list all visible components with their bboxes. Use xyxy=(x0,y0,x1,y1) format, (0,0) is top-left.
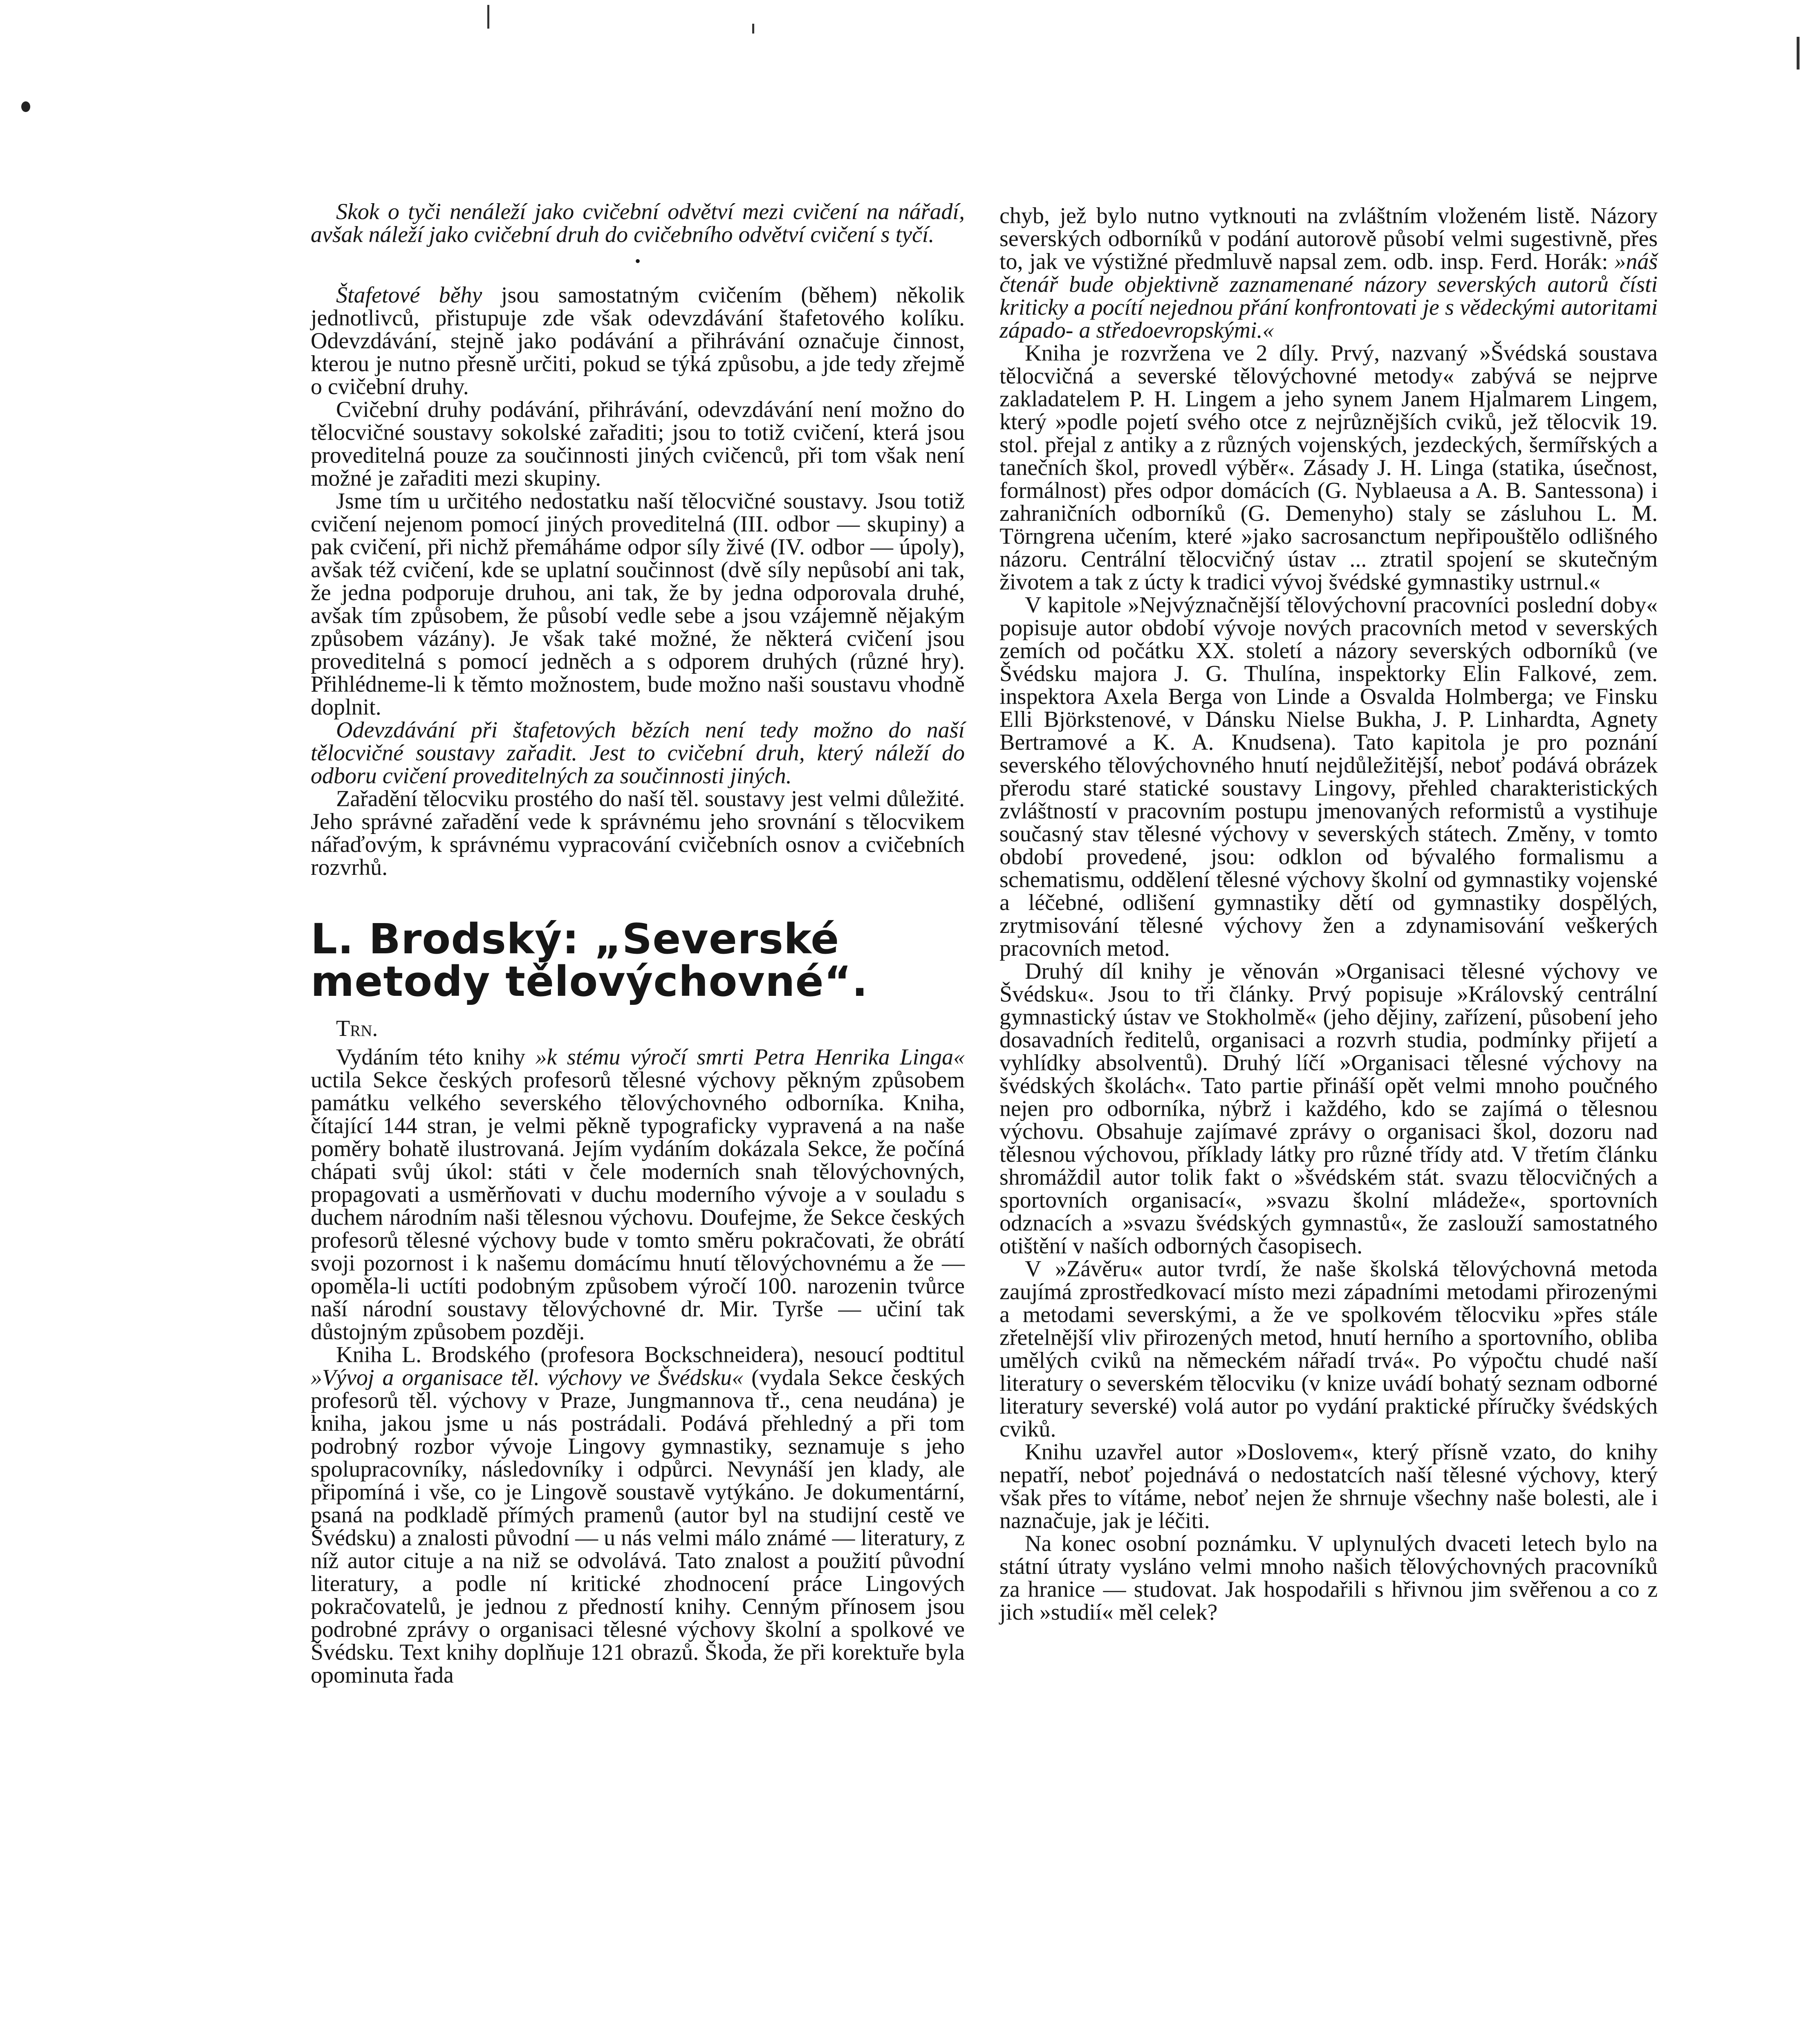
paragraph: Jsme tím u určitého nedostatku naší tělocvičné soustavy. Jsou totiž cvičení nejenom pomocí jiných proveditelná (III. odbor — skupiny) a pak cvičení, při nichž přemáháme odpor síly živé (IV. odbor — úpoly), avšak též cvičení, kde se uplatní součinnost (dvě síly nepůsobí ani tak, že jedna podporuje druhou, ani tak, že by jedna odporovala druhé, avšak tím způsobem, že působí vedle sebe a jsou vzájemně nějakým způsobem vázány). Je však také možné, že některá cvičení jsou proveditelná s pomocí jedněch a s odporem druhých (různé hry). Přihlédneme-li k těmto možnostem, bude možno naši soustavu vhodně doplnit. xyxy=(311,489,965,720)
section-bullet: • xyxy=(634,252,641,270)
text: jsou samostatným cvičením (během) několik jednotlivců, přistupuje zde však odevzdávání štafetového kolíku. Odevzdávání, stejně jako podávání a přihrávání označuje činnost, kterou je nutno přesně určiti, pokud se týká způsobu, a jde tedy zřejmě o cvičební druhy. xyxy=(311,282,965,399)
article-title: L. Brodský: „Severské metody tělovýchovné“. xyxy=(311,915,868,1006)
paragraph: V kapitole »Nejvýznačnější tělovýchovní pracovníci poslední doby« popisuje autor období vývoje nových pracovních metod v severských zemích od počátku XX. století a názory severských odborníků (ve Švédsku majora J. G. Thulína, inspektorky Elin Falkové, zem. inspektora Axela Berga von Linde a Osvalda Holmberga; ve Finsku Elli Björkstenové, v Dánsku Nielse Bukha, J. P. Linhardta, Agnety Bertramové a K. A. Knudsena). Tato kapitola je pro poznání severského tělovýchovného hnutí nejdůležitější, neboť podává obrázek přerodu staré statické soustavy Lingovy, přehled charakteristických zvláštností v pracovním postupu jmenovaných reformistů a vystihuje současný stav tělesné výchovy v severských státech. Změny, v tomto období provedené, jsou: odklon od bývalého formalismu a schematismu, oddělení tělesné výchovy školní od gymnastiky vojenské a léčebné, odlišení gymnastiky dětí od gymnastiky dospělých, zrytmisování tělesné výchovy žen a zdynamisování veškerých pracovních metod. xyxy=(1000,592,1658,961)
scan-dot xyxy=(21,101,30,112)
paragraph: Cvičební druhy podávání, přihrávání, odevzdávání není možno do tělocvičné soustavy sokolské zařaditi; jsou to totiž cvičení, která jsou proveditelná pouze za součinnosti jiných cvičenců, při tom však není možné je zařaditi mezi skupiny. xyxy=(311,397,965,491)
text: chyb, jež bylo nutno vytknouti na zvláštním vloženém listě. Názory severských odborníků v podání autorově působí velmi sugestivně, přes to, jak ve výstižné předmluvě napsal zem. odb. insp. Ferd. Horák: xyxy=(1000,203,1658,274)
text: Kniha L. Brodského (profesora Bockschneidera), nesoucí podtitul xyxy=(336,1342,965,1367)
right-column xyxy=(1000,204,1658,1624)
paragraph xyxy=(311,1343,965,1687)
paragraph: Druhý díl knihy je věnován »Organisaci tělesné výchovy ve Švédsku«. Jsou to tři články. Prvý popisuje »Královský centrální gymnastický ústav ve Stokholmě« (jeho dějiny, zařízení, působení jeho dosavadních ředitelů, organisaci a rozvrh studia, podmínky přijetí a vyhlídky absolventů). Druhý líčí »Organisaci tělesné výchovy na švédských školách«. Tato partie přináší opět velmi mnoho poučného nejen pro odborníka, nýbrž i každého, kdo se zajímá o tělesnou výchovu. Obsahuje zajímavé zprávy o organisaci škol, dozoru nad tělesnou výchovou, příklady látky pro různé třídy atd. V třetím článku shromáždil autor tolik fakt o »švédském stát. svazu tělocvičných a sportovních organisací«, »svazu školní mládeže«, sportovních odznacích a »svazu švédských gymnastů«, že zaslouží samostatného otištění v naších odborných časopisech. xyxy=(1000,959,1658,1259)
emphasis: »k stému výročí smrti Petra Henrika Linga« xyxy=(535,1044,965,1070)
paragraph xyxy=(311,1046,965,1343)
emphasis: »náš čtenář bude objektivně zaznamenané názory severských autorů čísti kriticky a pocítí nejednou přání konfrontovati je s vědeckými autoritami západo- a středoevropskými.« xyxy=(1000,249,1658,343)
paragraph: Zařadění tělocviku prostého do naší těl. soustavy jest velmi důležité. Jeho správné zařadění vede k správnému jeho srovnání s tělocvikem nářaďovým, k správnému vypracování cvičebních osnov a cvičebních rozvrhů. xyxy=(311,786,965,880)
paragraph: Kniha je rozvržena ve 2 díly. Prvý, nazvaný »Švédská soustava tělocvičná a severské tělovýchovné metody« zabývá se nejprve zakladatelem P. H. Lingem a jeho synem Janem Hjalmarem Lingem, který »podle pojetí svého otce z nejrůznějších cviků, jež tělocvik 19. stol. přejal z antiky a z různých vojenských, jezdeckých, šermířských a tanečních škol, provedl výběr«. Zásady J. H. Linga (statika, úsečnost, formálnost) přes odpor domácích (G. Nyblaeusa a A. B. Santessona) i zahraničních odborníků (G. Demenyho) staly se zásluhou L. M. Törngrena učením, které »jako sacrosanctum nepřipouštělo odlišného názoru. Centrální tělocvičný ústav ... ztratil spojení se skutečným životem a tak z úcty k tradici vývoj švédské gymnastiky ustrnul.« xyxy=(1000,341,1658,595)
scan-mark xyxy=(1797,37,1800,69)
text: uctila Sekce českých profesorů tělesné výchovy pěkným způsobem památku velkého severského tělovýchovného odborníka. Kniha, čítající 144 stran, je velmi pěkně typograficky vypravená a na naše poměry bohatě ilustrovaná. Jejím vydáním dokázala Sekce, že počíná chápati svůj úkol: státi v čele moderních snah tělovýchovných, propagovati a usměrňovati v duchu moderního vývoje a v souladu s duchem národním naši tělesnou výchovu. Doufejme, že Sekce českých profesorů tělesné výchovy bude v tomto směru pokračovati, že obrátí svoji pozornost i k našemu domácímu hnutí tělovýchovnému a že — opoměla-li uctíti podobným způsobem výročí 100. narozenin tvůrce naší národní soustavy tělovýchovné dr. Mir. Tyrše — učiní tak důstojným způsobem později. xyxy=(311,1067,965,1345)
paragraph xyxy=(311,284,965,398)
paragraph: Knihu uzavřel autor »Doslovem«, který přísně vzato, do knihy nepatří, neboť pojednává o nedostatcích naší tělesné výchovy, který však přes to vítáme, neboť nejen že shrnuje všechny naše bolesti, ale i naznačuje, jak je léčiti. xyxy=(1000,1439,1658,1533)
emphasis: »Vývoj a organisace těl. výchovy ve Švédsku« xyxy=(311,1365,744,1390)
author-initials: Trn. xyxy=(336,1016,378,1041)
text: Vydáním této knihy xyxy=(336,1044,536,1070)
paragraph xyxy=(1000,204,1658,342)
paragraph: Odevzdávání při štafetových bězích není tedy možno do naší tělocvičné soustavy zařadit. Jest to cvičební druh, který náleží do odboru cvičení proveditelných za součinnosti jiných. xyxy=(311,717,965,789)
scan-mark xyxy=(752,24,754,34)
scan-mark xyxy=(487,5,489,29)
left-column xyxy=(311,200,965,1687)
paragraph: V »Závěru« autor tvrdí, že naše školská tělovýchovná metoda zaujímá zprostředkovací místo mezi západními metodami přirozenými a metodami severskými, a že ve spolkovém tělocviku »přes stále zřetelnější vliv přirozených metod, hnutí herního a sportovního, obliba umělých cviků na německém nářadí trvá«. Po výpočtu chudé naší literatury o severském tělocviku (v knize uvádí bohatý seznam odborné literatury severské) volá autor po vydání praktické příručky švédských cviků. xyxy=(1000,1256,1658,1442)
text: (vydala Sekce českých profesorů těl. výchovy v Praze, Jungmannova tř., cena neudána) je kniha, jakou jsme u nás postrádali. Podává přehledný a při tom podrobný rozbor vývoje Lingovy gymnastiky, seznamuje s jeho spolupracovníky, následovníky i odpůrci. Nevynáší jen klady, ale připomíná i vše, co je Lingově soustavě vytýkáno. Je dokumentární, psaná na podkladě přímých pramenů (autor byl na studijní cestě ve Švédsku) a znalosti původní — u nás velmi málo známé — literatury, z níž autor cituje a na niž se odvolává. Tato znalost a použití původní literatury, a podle ní kritické zhodnocení práce Lingových pokračovatelů, je jednou z předností knihy. Cenným přínosem jsou podrobné zprávy o organisaci tělesné výchovy školní a spolkové ve Švédsku. Text knihy doplňuje 121 obrazů. Škoda, že při korektuře byla opominuta řada xyxy=(311,1365,965,1688)
emphasis: Štafetové běhy xyxy=(336,282,482,308)
paragraph: Na konec osobní poznámku. V uplynulých dvaceti letech bylo na státní útraty vysláno velmi mnoho našich tělovýchovných pracovníků za hranice — studovat. Jak hospodařili s hřivnou jim svěřenou a co z jich »studií« měl celek? xyxy=(1000,1531,1658,1625)
paragraph: Skok o tyči nenáleží jako cvičební odvětví mezi cvičení na nářadí, avšak náleží jako cvičební druh do cvičebního odvětví cvičení s tyčí. xyxy=(311,199,965,247)
